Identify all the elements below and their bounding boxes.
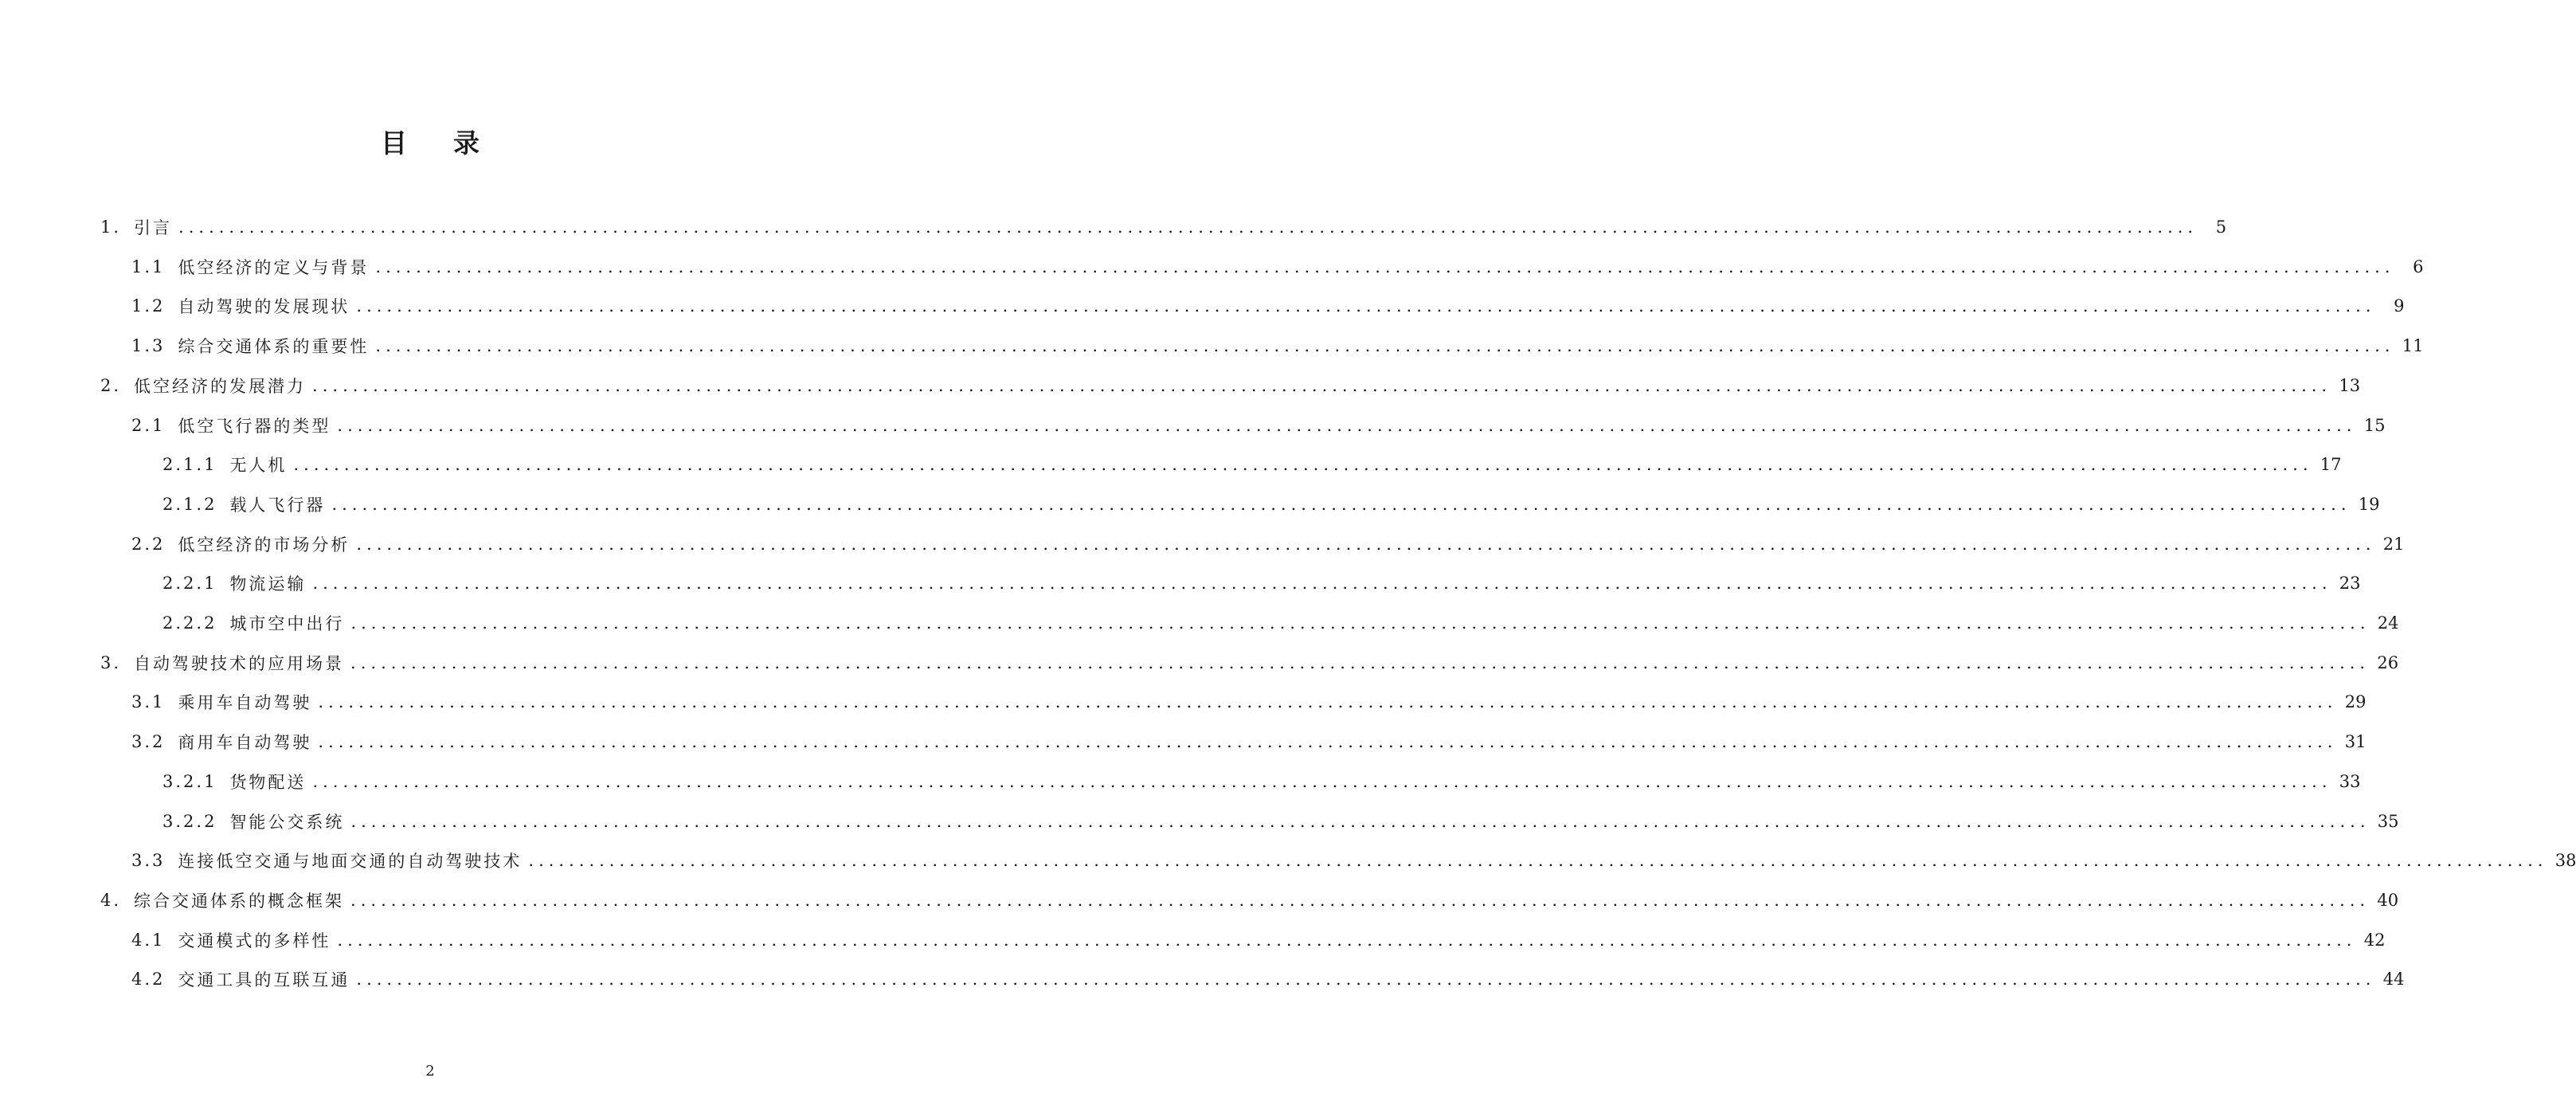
toc-entry-title: 货物配送 bbox=[229, 772, 307, 792]
toc-entry[interactable] bbox=[162, 805, 2399, 837]
toc-entry-number: 2.2 bbox=[131, 534, 166, 554]
toc-entry-title: 低空飞行器的类型 bbox=[178, 416, 331, 436]
toc-entry-number: 1. bbox=[100, 218, 122, 237]
toc-dot-leader: ........................................................................................................................................................................................................ bbox=[528, 851, 2548, 871]
toc-dot-leader: ........................................................................................................................................................................................................ bbox=[356, 534, 2376, 554]
toc-entry-number: 3.2.1 bbox=[162, 771, 217, 791]
toc-entry-title: 智能公交系统 bbox=[229, 812, 345, 832]
toc-dot-leader: ........................................................................................................................................................................................................ bbox=[312, 375, 2332, 395]
toc-dot-leader: ........................................................................................................................................................................................................ bbox=[318, 692, 2338, 712]
toc-dot-leader: ........................................................................................................................................................................................................ bbox=[356, 970, 2376, 990]
toc-entry[interactable] bbox=[131, 963, 2405, 995]
toc-entry-number: 2.1 bbox=[131, 415, 166, 435]
toc-entry[interactable] bbox=[162, 766, 2361, 798]
toc-entry-title: 低空经济的发展潜力 bbox=[134, 376, 307, 396]
toc-entry-title: 交通工具的互联互通 bbox=[178, 970, 350, 990]
toc-entry-title: 物流运输 bbox=[229, 574, 307, 594]
toc-entry-number: 2.2.1 bbox=[162, 574, 217, 594]
page-title bbox=[0, 124, 860, 163]
toc-entry-title: 自动驾驶的发展现状 bbox=[178, 297, 350, 317]
toc-entry-page: 40 bbox=[2377, 890, 2399, 910]
toc-entry-title: 综合交通体系的重要性 bbox=[178, 337, 370, 357]
page-title-char-1: 目 bbox=[381, 127, 407, 159]
toc-entry[interactable] bbox=[131, 686, 2367, 718]
toc-entry-title: 综合交通体系的概念框架 bbox=[134, 891, 345, 911]
toc-entry-page: 44 bbox=[2382, 970, 2405, 990]
toc-dot-leader: ........................................................................................................................................................................................................ bbox=[178, 218, 2198, 237]
toc-entry[interactable] bbox=[162, 449, 2342, 480]
toc-entry[interactable] bbox=[131, 924, 2386, 956]
toc-entry[interactable] bbox=[131, 251, 2424, 283]
toc-entry[interactable] bbox=[100, 211, 2227, 243]
toc-entry[interactable] bbox=[131, 290, 2405, 322]
toc-entry-page: 11 bbox=[2402, 336, 2424, 356]
toc-entry-number: 1.3 bbox=[131, 336, 166, 356]
toc-dot-leader: ........................................................................................................................................................................................................ bbox=[293, 455, 2313, 475]
toc-entry[interactable] bbox=[100, 647, 2399, 679]
toc-dot-leader: ........................................................................................................................................................................................................ bbox=[375, 257, 2395, 276]
toc-entry-title: 商用车自动驾驶 bbox=[178, 733, 312, 753]
toc-entry-title: 引言 bbox=[134, 218, 173, 237]
toc-entry-page: 29 bbox=[2344, 692, 2367, 712]
toc-entry[interactable] bbox=[162, 567, 2361, 599]
toc-entry[interactable] bbox=[131, 845, 2576, 876]
toc-entry-page: 9 bbox=[2394, 296, 2405, 316]
toc-entry-number: 2.1.1 bbox=[162, 455, 217, 475]
toc-entry-page: 35 bbox=[2377, 811, 2399, 831]
toc-dot-leader: ........................................................................................................................................................................................................ bbox=[337, 415, 2357, 435]
toc-entry-number: 1.2 bbox=[131, 296, 166, 316]
toc-entry-page: 6 bbox=[2413, 257, 2424, 276]
toc-entry-title: 乘用车自动驾驶 bbox=[178, 693, 312, 713]
page-number: 2 bbox=[425, 1063, 435, 1080]
toc-entry[interactable] bbox=[100, 370, 2361, 402]
toc-entry-page: 15 bbox=[2363, 415, 2386, 435]
toc-entry-number: 3. bbox=[100, 653, 122, 672]
toc-entry-page: 42 bbox=[2363, 930, 2386, 950]
toc-entry[interactable] bbox=[131, 528, 2405, 560]
toc-entry-number: 2.2.2 bbox=[162, 613, 217, 633]
toc-dot-leader: ........................................................................................................................................................................................................ bbox=[350, 613, 2370, 633]
toc-entry-number: 2.1.2 bbox=[162, 494, 217, 514]
toc-dot-leader: ........................................................................................................................................................................................................ bbox=[331, 494, 2351, 514]
toc-dot-leader: ........................................................................................................................................................................................................ bbox=[350, 811, 2370, 831]
toc-entry-number: 4.2 bbox=[131, 970, 166, 990]
toc-entry-page: 26 bbox=[2377, 653, 2399, 672]
toc-dot-leader: ........................................................................................................................................................................................................ bbox=[350, 653, 2370, 672]
toc-entry-title: 载人飞行器 bbox=[229, 495, 326, 515]
toc-dot-leader: ........................................................................................................................................................................................................ bbox=[356, 296, 2376, 316]
toc-dot-leader: ........................................................................................................................................................................................................ bbox=[337, 930, 2357, 950]
toc-entry-page: 38 bbox=[2554, 851, 2576, 871]
toc-entry-title: 低空经济的定义与背景 bbox=[178, 257, 370, 277]
toc-entry-number: 3.3 bbox=[131, 851, 166, 871]
toc-entry[interactable] bbox=[162, 488, 2380, 520]
toc-entry-title: 城市空中出行 bbox=[229, 614, 345, 633]
toc-dot-leader: ........................................................................................................................................................................................................ bbox=[312, 574, 2332, 594]
toc-entry-page: 31 bbox=[2344, 732, 2367, 752]
toc-entry[interactable] bbox=[100, 884, 2399, 916]
toc-entry-page: 33 bbox=[2339, 771, 2361, 791]
toc-entry[interactable] bbox=[131, 726, 2367, 758]
toc-entry-page: 13 bbox=[2339, 375, 2361, 395]
toc-entry[interactable] bbox=[131, 330, 2424, 362]
toc-entry-title: 低空经济的市场分析 bbox=[178, 535, 350, 555]
toc-entry-page: 23 bbox=[2339, 574, 2361, 594]
toc-entry-number: 4.1 bbox=[131, 930, 166, 950]
toc-entry[interactable] bbox=[162, 607, 2399, 639]
toc-entry-number: 2. bbox=[100, 375, 122, 395]
toc-entry-number: 3.2 bbox=[131, 732, 166, 752]
toc-entry-number: 3.2.2 bbox=[162, 811, 217, 831]
toc-entry-page: 24 bbox=[2377, 613, 2399, 633]
toc-dot-leader: ........................................................................................................................................................................................................ bbox=[312, 771, 2332, 791]
toc-entry-title: 自动驾驶技术的应用场景 bbox=[134, 653, 345, 673]
toc-entry-page: 5 bbox=[2215, 218, 2227, 237]
toc-entry-number: 1.1 bbox=[131, 257, 166, 276]
toc-dot-leader: ........................................................................................................................................................................................................ bbox=[350, 890, 2370, 910]
toc-entry-title: 交通模式的多样性 bbox=[178, 931, 331, 950]
toc-entry-title: 无人机 bbox=[229, 456, 288, 476]
toc-entry[interactable] bbox=[131, 410, 2386, 441]
toc-entry-page: 21 bbox=[2382, 534, 2405, 554]
toc-dot-leader: ........................................................................................................................................................................................................ bbox=[375, 336, 2395, 356]
toc-entry-title: 连接低空交通与地面交通的自动驾驶技术 bbox=[178, 852, 523, 872]
toc-dot-leader: ........................................................................................................................................................................................................ bbox=[318, 732, 2338, 752]
page-title-char-2: 录 bbox=[453, 127, 480, 159]
toc-entry-page: 19 bbox=[2358, 494, 2380, 514]
toc-entry-page: 17 bbox=[2320, 455, 2342, 475]
toc-entry-number: 4. bbox=[100, 890, 122, 910]
toc-entry-number: 3.1 bbox=[131, 692, 166, 712]
